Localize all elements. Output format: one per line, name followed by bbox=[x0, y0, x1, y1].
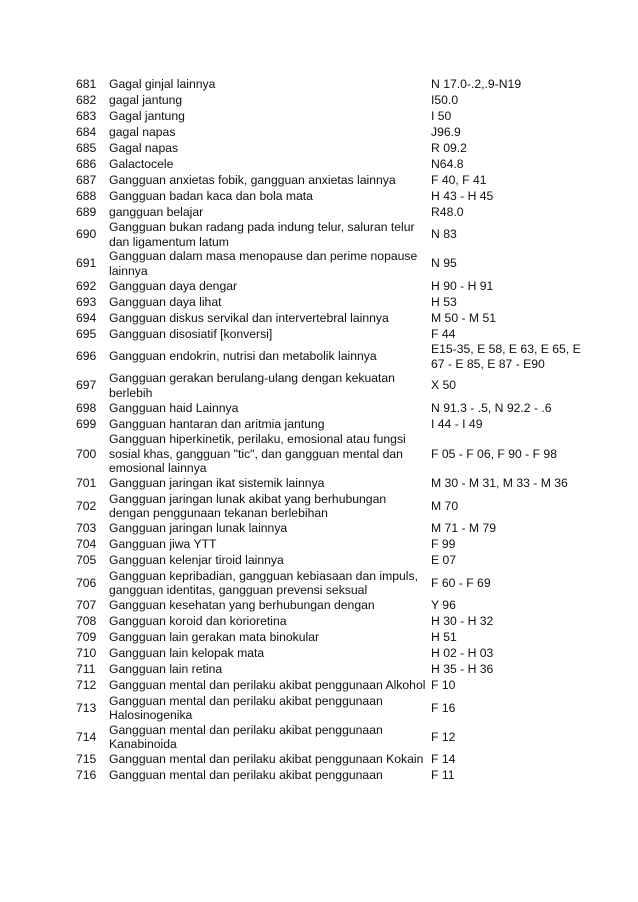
table-row bbox=[76, 598, 589, 614]
icd-code: H 35 - H 36 bbox=[431, 662, 494, 677]
row-number: 689 bbox=[76, 204, 97, 219]
table-row bbox=[76, 646, 589, 662]
table-row bbox=[76, 76, 589, 92]
table-row bbox=[76, 678, 589, 694]
icd-code: I 50 bbox=[431, 108, 452, 123]
diagnosis-description: Gangguan mental dan perilaku akibat penggunaan Halosinogenika bbox=[109, 693, 383, 722]
icd-code: M 50 - M 51 bbox=[431, 310, 497, 325]
icd-code: J96.9 bbox=[431, 124, 461, 139]
row-number: 698 bbox=[76, 400, 97, 415]
diagnosis-description: Gangguan koroid dan korioretina bbox=[109, 614, 287, 629]
row-number: 705 bbox=[76, 553, 97, 568]
table-row bbox=[76, 249, 589, 278]
diagnosis-description: Gangguan haid Lainnya bbox=[109, 400, 239, 415]
diagnosis-description: Gangguan daya lihat bbox=[109, 294, 222, 309]
diagnosis-description: gangguan belajar bbox=[109, 204, 204, 219]
row-number: 713 bbox=[76, 700, 97, 715]
row-number: 682 bbox=[76, 92, 97, 107]
row-number: 697 bbox=[76, 378, 97, 393]
row-number: 701 bbox=[76, 476, 97, 491]
table-row bbox=[76, 278, 589, 294]
table-row bbox=[76, 768, 589, 784]
diagnosis-description: Gagal jantung bbox=[109, 108, 185, 123]
table-body bbox=[76, 76, 589, 784]
table-row bbox=[76, 172, 589, 188]
icd-code: I50.0 bbox=[431, 92, 459, 107]
table-row bbox=[76, 326, 589, 342]
icd-code: N64.8 bbox=[431, 156, 464, 171]
row-number: 703 bbox=[76, 521, 97, 536]
icd-code: N 83 bbox=[431, 227, 457, 242]
row-number: 699 bbox=[76, 416, 97, 431]
table-row bbox=[76, 416, 589, 432]
icd-code: F 12 bbox=[431, 729, 456, 744]
row-number: 709 bbox=[76, 630, 97, 645]
row-number: 700 bbox=[76, 446, 97, 461]
table-row bbox=[76, 521, 589, 537]
icd-code-table bbox=[76, 76, 589, 784]
table-row bbox=[76, 537, 589, 553]
table-row bbox=[76, 614, 589, 630]
row-number: 694 bbox=[76, 310, 97, 325]
row-number: 696 bbox=[76, 349, 97, 364]
row-number: 684 bbox=[76, 124, 97, 139]
row-number: 708 bbox=[76, 614, 97, 629]
table-row bbox=[76, 204, 589, 220]
table-row bbox=[76, 188, 589, 204]
table-row bbox=[76, 492, 589, 521]
row-number: 691 bbox=[76, 256, 97, 271]
icd-code: E 07 bbox=[431, 553, 457, 568]
icd-code: X 50 bbox=[431, 378, 457, 393]
diagnosis-description: Gangguan hantaran dan aritmia jantung bbox=[109, 416, 325, 431]
table-row bbox=[76, 294, 589, 310]
diagnosis-description: Gangguan daya dengar bbox=[109, 278, 238, 293]
diagnosis-description: Gangguan mental dan perilaku akibat penggunaan bbox=[109, 768, 383, 783]
diagnosis-description: Gangguan mental dan perilaku akibat penggunaan Alkohol bbox=[109, 678, 426, 693]
icd-code: M 71 - M 79 bbox=[431, 521, 497, 536]
icd-code: M 30 - M 31, M 33 - M 36 bbox=[431, 476, 568, 491]
row-number: 714 bbox=[76, 729, 97, 744]
row-number: 693 bbox=[76, 294, 97, 309]
row-number: 706 bbox=[76, 575, 97, 590]
table-row bbox=[76, 92, 589, 108]
icd-code: F 44 bbox=[431, 326, 456, 341]
icd-code: R48.0 bbox=[431, 204, 464, 219]
icd-code: F 11 bbox=[431, 768, 455, 783]
diagnosis-description: Gangguan lain kelopak mata bbox=[109, 646, 265, 661]
icd-code: F 05 - F 06, F 90 - F 98 bbox=[431, 446, 557, 461]
icd-code: H 30 - H 32 bbox=[431, 614, 494, 629]
row-number: 716 bbox=[76, 768, 97, 783]
icd-code: H 53 bbox=[431, 294, 457, 309]
row-number: 704 bbox=[76, 537, 97, 552]
table-row bbox=[76, 156, 589, 172]
table-row bbox=[76, 723, 589, 752]
row-number: 681 bbox=[76, 76, 97, 91]
icd-code: H 90 - H 91 bbox=[431, 278, 494, 293]
table-row bbox=[76, 140, 589, 156]
diagnosis-description: Gangguan jaringan ikat sistemik lainnya bbox=[109, 476, 325, 491]
icd-code: F 99 bbox=[431, 537, 456, 552]
table-row bbox=[76, 476, 589, 492]
diagnosis-description: Gangguan anxietas fobik, gangguan anxietas lainnya bbox=[109, 172, 396, 187]
table-row bbox=[76, 342, 589, 371]
table-row bbox=[76, 400, 589, 416]
icd-code: Y 96 bbox=[431, 598, 456, 613]
icd-code: N 95 bbox=[431, 256, 457, 271]
table-row bbox=[76, 553, 589, 569]
icd-code: N 17.0-.2,.9-N19 bbox=[431, 76, 522, 91]
table-row bbox=[76, 220, 589, 249]
table-row bbox=[76, 310, 589, 326]
table-row bbox=[76, 432, 589, 476]
table-row bbox=[76, 694, 589, 723]
icd-code: F 16 bbox=[431, 700, 456, 715]
icd-code: I 44 - I 49 bbox=[431, 416, 483, 431]
diagnosis-description: Gangguan diskus servikal dan intervertebral lainnya bbox=[109, 310, 389, 325]
diagnosis-description: Galactocele bbox=[109, 156, 174, 171]
row-number: 688 bbox=[76, 188, 97, 203]
diagnosis-description: Gangguan endokrin, nutrisi dan metabolik lainnya bbox=[109, 349, 377, 364]
diagnosis-description: Gangguan kepribadian, gangguan kebiasaan dan impuls, gangguan identitas, gangguan prevensi seksual bbox=[109, 568, 418, 597]
row-number: 702 bbox=[76, 498, 97, 513]
diagnosis-description: Gangguan gerakan berulang-ulang dengan kekuatan berlebih bbox=[109, 371, 395, 400]
icd-code: H 43 - H 45 bbox=[431, 188, 494, 203]
row-number: 690 bbox=[76, 227, 97, 242]
row-number: 695 bbox=[76, 326, 97, 341]
diagnosis-description: Gangguan lain retina bbox=[109, 662, 223, 677]
table-row bbox=[76, 124, 589, 140]
diagnosis-description: gagal jantung bbox=[109, 92, 183, 107]
row-number: 711 bbox=[76, 662, 96, 677]
icd-code: H 02 - H 03 bbox=[431, 646, 494, 661]
row-number: 707 bbox=[76, 598, 97, 613]
icd-code: F 40, F 41 bbox=[431, 172, 487, 187]
diagnosis-description: Gangguan lain gerakan mata binokular bbox=[109, 630, 320, 645]
diagnosis-description: Gangguan mental dan perilaku akibat penggunaan Kokain bbox=[109, 752, 424, 767]
diagnosis-description: Gangguan badan kaca dan bola mata bbox=[109, 188, 313, 203]
table-row bbox=[76, 108, 589, 124]
diagnosis-description: Gangguan mental dan perilaku akibat penggunaan Kanabinoida bbox=[109, 722, 383, 751]
icd-code: M 70 bbox=[431, 498, 459, 513]
icd-code: R 09.2 bbox=[431, 140, 467, 155]
icd-code: H 51 bbox=[431, 630, 457, 645]
diagnosis-description: Gagal napas bbox=[109, 140, 179, 155]
table-row bbox=[76, 371, 589, 400]
row-number: 692 bbox=[76, 278, 97, 293]
icd-code: E15-35, E 58, E 63, E 65, E 67 - E 85, E 87 - E90 bbox=[431, 342, 581, 371]
row-number: 712 bbox=[76, 678, 97, 693]
table-row bbox=[76, 569, 589, 598]
diagnosis-description: Gangguan disosiatif [konversi] bbox=[109, 326, 273, 341]
row-number: 683 bbox=[76, 108, 97, 123]
table-row bbox=[76, 630, 589, 646]
diagnosis-description: Gangguan dalam masa menopause dan perime nopause lainnya bbox=[109, 249, 418, 278]
row-number: 687 bbox=[76, 172, 97, 187]
icd-code: F 14 bbox=[431, 752, 456, 767]
diagnosis-description: Gangguan jaringan lunak lainnya bbox=[109, 521, 288, 536]
diagnosis-description: Gangguan jiwa YTT bbox=[109, 537, 217, 552]
diagnosis-description: Gangguan jaringan lunak akibat yang berhubungan dengan penggunaan tekanan berlebihan bbox=[109, 491, 387, 520]
diagnosis-description: gagal napas bbox=[109, 124, 176, 139]
diagnosis-description: Gangguan bukan radang pada indung telur, saluran telur dan ligamentum latum bbox=[109, 220, 415, 249]
row-number: 710 bbox=[76, 646, 97, 661]
table-row bbox=[76, 752, 589, 768]
row-number: 685 bbox=[76, 140, 97, 155]
icd-code: N 91.3 - .5, N 92.2 - .6 bbox=[431, 400, 552, 415]
icd-code: F 60 - F 69 bbox=[431, 575, 491, 590]
diagnosis-description: Gagal ginjal lainnya bbox=[109, 76, 216, 91]
diagnosis-description: Gangguan kesehatan yang berhubungan dengan bbox=[109, 598, 375, 613]
icd-code: F 10 bbox=[431, 678, 456, 693]
row-number: 686 bbox=[76, 156, 97, 171]
diagnosis-description: Gangguan hiperkinetik, perilaku, emosional atau fungsi sosial khas, gangguan "tic", dan gangguan mental dan emosional lainnya bbox=[109, 432, 406, 475]
row-number: 715 bbox=[76, 752, 97, 767]
table-row bbox=[76, 662, 589, 678]
diagnosis-description: Gangguan kelenjar tiroid lainnya bbox=[109, 553, 284, 568]
